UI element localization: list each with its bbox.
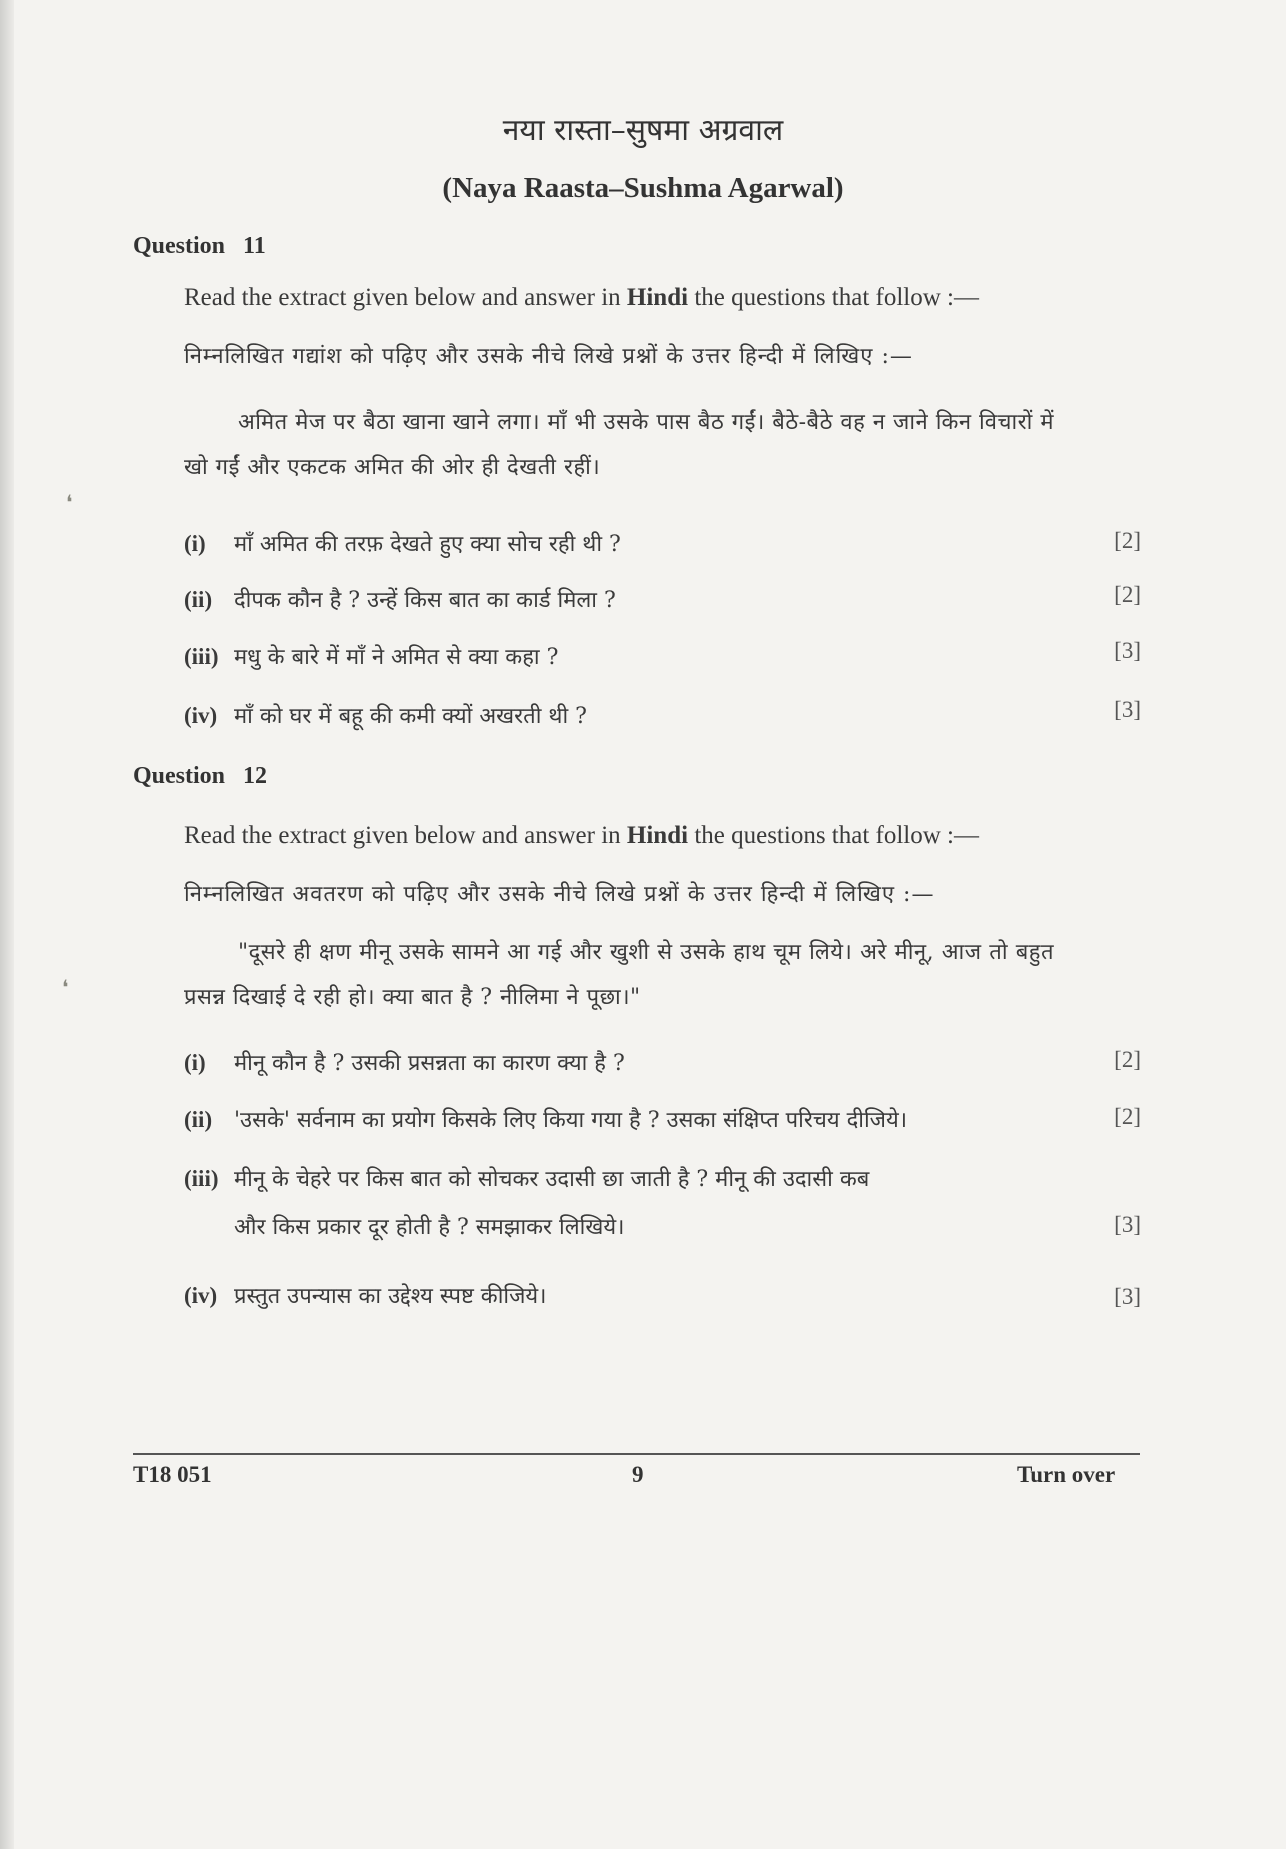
part-text: मीनू कौन है ? उसकी प्रसन्नता का कारण क्या है ?	[234, 1051, 625, 1076]
question-12-instruction-hindi: निम्नलिखित अवतरण को पढ़िए और उसके नीचे लिखे प्रश्नों के उत्तर हिन्दी में लिखिए :—	[184, 882, 935, 907]
part-label: (i)	[184, 1050, 206, 1075]
question-12-part-iii-marks: [3]	[1114, 1212, 1141, 1237]
question-12-part-iv	[184, 1280, 1144, 1310]
part-label: (iv)	[184, 703, 218, 728]
question-12-part-iv-marks: [3]	[1114, 1284, 1141, 1309]
question-12-heading	[133, 763, 267, 790]
instruction-text: Read the extract given below and answer in	[184, 822, 627, 849]
question-12-passage: "दूसरे ही क्षण मीनू उसके सामने आ गई और खुशी से उसके हाथ चूम लिये। अरे मीनू, आज तो बहुत प्रसन्न दिखाई दे रही हो। क्या बात है ? नीलिमा ने पूछा।"	[184, 940, 1054, 1010]
question-11-instruction-hindi: निम्नलिखित गद्यांश को पढ़िए और उसके नीचे लिखे प्रश्नों के उत्तर हिन्दी में लिखिए :—	[184, 344, 913, 369]
instruction-bold: Hindi	[626, 822, 689, 849]
part-text: माँ अमित की तरफ़ देखते हुए क्या सोच रही थी ?	[234, 532, 621, 557]
part-label: (ii)	[184, 587, 213, 612]
part-text: 'उसके' सर्वनाम का प्रयोग किसके लिए किया गया है ? उसका संक्षिप्त परिचय दीजिये।	[234, 1108, 908, 1133]
question-11-part-iii	[184, 641, 1144, 671]
question-11-instruction	[184, 284, 979, 312]
scan-edge-shadow	[0, 0, 14, 1849]
instruction-text-end: the questions that follow :—	[688, 822, 980, 849]
scan-speck: ❛	[66, 490, 73, 514]
paper-code: T18 051	[133, 1462, 212, 1487]
question-12-part-ii	[184, 1104, 1144, 1134]
question-label: Question	[133, 233, 226, 259]
part-text: दीपक कौन है ? उन्हें किस बात का कार्ड मिला ?	[234, 588, 616, 613]
part-text: मीनू के चेहरे पर किस बात को सोचकर उदासी छा जाती है ? मीनू की उदासी कब	[234, 1167, 870, 1192]
part-label: (iii)	[184, 1166, 219, 1191]
question-12-part-i	[184, 1047, 1144, 1077]
part-text: प्रस्तुत उपन्यास का उद्देश्य स्पष्ट कीजिये।	[234, 1284, 547, 1309]
question-11-part-ii-marks: [2]	[1114, 582, 1141, 607]
question-11-part-ii	[184, 584, 1144, 614]
question-12-part-i-marks: [2]	[1114, 1047, 1141, 1072]
turn-over-label: Turn over	[1017, 1462, 1116, 1487]
question-11-part-iii-marks: [3]	[1114, 638, 1141, 663]
instruction-text-end: the questions that follow :—	[688, 284, 980, 311]
question-label: Question	[133, 763, 226, 789]
part-text: मधु के बारे में माँ ने अमित से क्या कहा ?	[234, 645, 559, 670]
question-12-instruction	[184, 822, 979, 850]
question-11-part-iv-marks: [3]	[1114, 697, 1141, 722]
question-12-part-ii-marks: [2]	[1114, 1104, 1141, 1129]
footer-rule	[133, 1453, 1140, 1455]
instruction-bold: Hindi	[626, 284, 689, 311]
instruction-text: Read the extract given below and answer in	[184, 284, 627, 311]
part-label: (ii)	[184, 1107, 213, 1132]
question-11-part-i-marks: [2]	[1114, 528, 1141, 553]
question-11-part-iv	[184, 700, 1144, 730]
part-text: माँ को घर में बहू की कमी क्यों अखरती थी ?	[234, 704, 587, 729]
question-11-passage: अमित मेज पर बैठा खाना खाने लगा। माँ भी उसके पास बैठ गईं। बैठे-बैठे वह न जाने किन विचारों में खो गईं और एकटक अमित की ओर ही देखती रहीं।	[184, 410, 1054, 480]
part-label: (iii)	[184, 644, 219, 669]
question-11-part-i	[184, 528, 1144, 558]
question-12-part-iii	[184, 1163, 1144, 1241]
question-number: 12	[243, 763, 268, 789]
part-label: (i)	[184, 531, 206, 556]
scan-speck: ❛	[62, 975, 69, 999]
question-number: 11	[243, 233, 266, 259]
section-title-hindi: नया रास्ता–सुषमा अग्रवाल	[502, 113, 784, 148]
question-11-heading	[133, 233, 266, 260]
part-text-continued: और किस प्रकार दूर होती है ? समझाकर लिखिये।	[234, 1215, 625, 1240]
page-number: 9	[632, 1462, 644, 1487]
part-label: (iv)	[184, 1283, 218, 1308]
section-title-english: (Naya Raasta–Sushma Agarwal)	[442, 172, 844, 204]
